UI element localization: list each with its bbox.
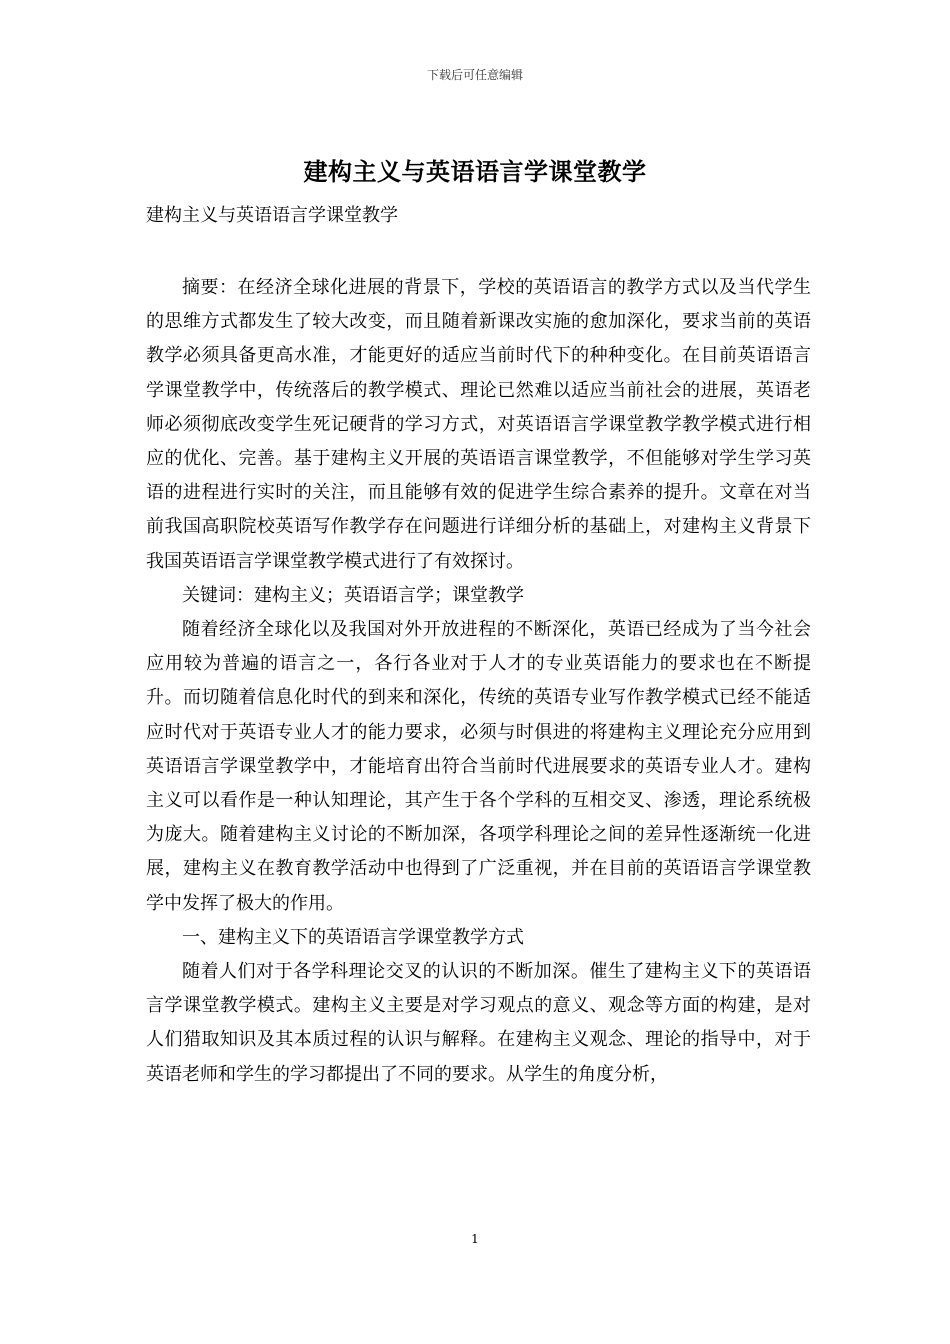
section-heading: 一、建构主义下的英语语言学课堂教学方式 [182, 926, 524, 948]
document-body [146, 271, 811, 1092]
page-number: 1 [471, 1232, 479, 1246]
abstract-paragraph: 摘要：在经济全球化进展的背景下，学校的英语语言的教学方式以及当代学生的思维方式都发生了较大改变，而且随着新课改实施的愈加深化，要求当前的英语教学必须具备更高水准，才能更好的适应当前时代下的种种变化。在目前英语语言学课堂教学中，传统落后的教学模式、理论已然难以适应当前社会的进展，英语老师必须彻底改变学生死记硬背的学习方式，对英语语言学课堂教学教学模式进行相应的优化、完善。基于建构主义开展的英语语言课堂教学，不但能够对学生学习英语的进程进行实时的关注，而且能够有效的促进学生综合素养的提升。文章在对当前我国高职院校英语写作教学存在问题进行详细分析的基础上，对建构主义背景下我国英语语言学课堂教学模式进行了有效探讨。 [146, 277, 811, 572]
document-title: 建构主义与英语语言学课堂教学 [303, 157, 647, 186]
intro-paragraph: 随着经济全球化以及我国对外开放进程的不断深化，英语已经成为了当今社会应用较为普遍的语言之一，各行各业对于人才的专业英语能力的要求也在不断提升。而切随着信息化时代的到来和深化，传统的英语专业写作教学模式已经不能适应时代对于英语专业人才的能力要求，必须与时俱进的将建构主义理论充分应用到英语语言学课堂教学中，才能培育出符合当前时代进展要求的英语专业人才。建构主义可以看作是一种认知理论，其产生于各个学科的互相交叉、渗透，理论系统极为庞大。随着建构主义讨论的不断加深，各项学科理论之间的差异性逐渐统一化进展，建构主义在教育教学活动中也得到了广泛重视，并在目前的英语语言学课堂教学中发挥了极大的作用。 [146, 619, 811, 914]
section-paragraph: 随着人们对于各学科理论交叉的认识的不断加深。催生了建构主义下的英语语言学课堂教学模式。建构主义主要是对学习观点的意义、观念等方面的构建，是对人们猎取知识及其本质过程的认识与解释。在建构主义观念、理论的指导中，对于英语老师和学生的学习都提出了不同的要求。从学生的角度分析， [146, 961, 811, 1085]
keywords-paragraph: 关键词：建构主义；英语语言学；课堂教学 [182, 584, 524, 606]
header-note: 下载后可任意编辑 [426, 68, 523, 82]
document-subtitle: 建构主义与英语语言学课堂教学 [146, 205, 398, 226]
